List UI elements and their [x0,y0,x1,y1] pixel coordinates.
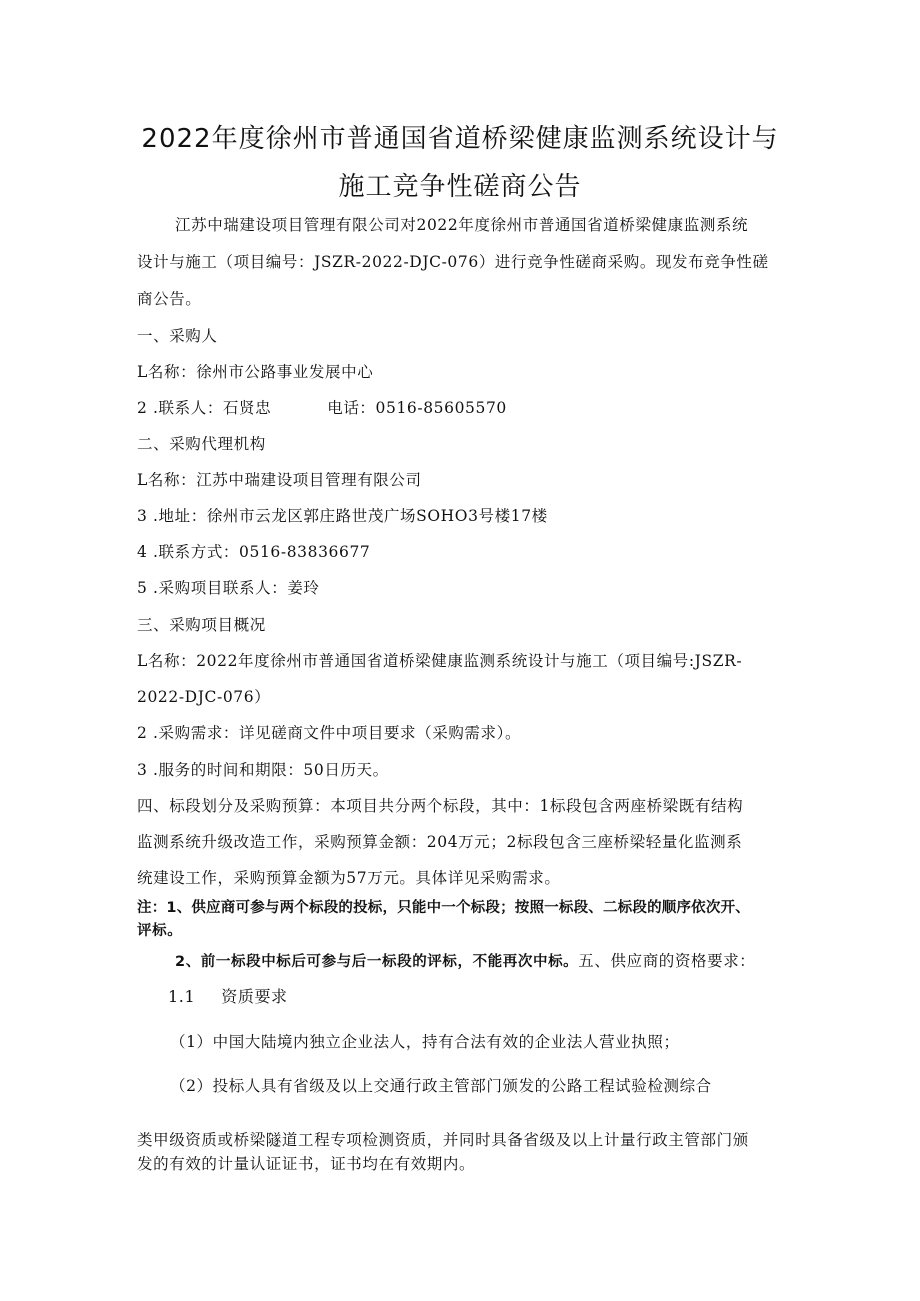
purchaser-contact [137,397,787,419]
section-heading-overview: 三、采购项目概况 [137,616,266,634]
budget-line-1: 四、标段划分及采购预算：本项目共分两个标段，其中：1标段包含两座桥梁既有结构 [137,797,744,815]
overview-name-line-2: 2022-DJC-076） [137,688,271,706]
qualification-subheading [168,986,818,1008]
qualification-req-2: （2）投标人具有省级及以上交通行政主管部门颁发的公路工程试验检测综合 [170,1077,712,1095]
qualification-number: 1.1 [168,987,196,1006]
qualification-req-2-cont-1: 类甲级资质或桥梁隧道工程专项检测资质，并同时具备省级及以上计量行政主管部门颁 [137,1131,749,1149]
note-rule-2: 2、前一标段中标后可参与后一标段的评标，不能再次中标。 [175,954,579,970]
qualification-req-2-cont-2: 发的有效的计量认证证书，证书均在有效期内。 [137,1155,476,1173]
intro-line-1: 江苏中瑞建设项目管理有限公司对2022年度徐州市普通国省道桥梁健康监测系统 [175,216,749,234]
overview-requirement: 2 .采购需求：详见磋商文件中项目要求（采购需求）。 [137,724,522,742]
budget-line-2: 监测系统升级改造工作，采购预算金额：204万元；2标段包含三座桥梁轻量化监测系 [137,833,743,851]
purchaser-name: L名称：徐州市公路事业发展中心 [137,363,374,381]
overview-name-line-1: L名称：2022年度徐州市普通国省道桥梁健康监测系统设计与施工（项目编号:JSZR- [137,652,743,670]
agency-name: L名称：江苏中瑞建设项目管理有限公司 [137,471,422,489]
note-line-2: 评标。 [137,923,183,939]
section-heading-purchaser: 一、采购人 [137,327,218,345]
agency-project-contact: 5 .采购项目联系人：姜玲 [137,579,320,597]
purchaser-contact-person: 2 .联系人：石贤忠 [137,399,272,417]
section-heading-qualification: 五、供应商的资格要求： [578,952,756,970]
intro-line-3: 商公告。 [137,290,202,308]
budget-line-3: 统建设工作，采购预算金额为57万元。具体详见采购需求。 [137,869,561,887]
note-line-1: 注：1、供应商可参与两个标段的投标，只能中一个标段；按照一标段、二标段的顺序依次开、 [137,900,750,916]
purchaser-phone: 电话：0516-85605570 [327,399,507,417]
overview-duration: 3 .服务的时间和期限：50日历天。 [137,761,389,779]
agency-address: 3 .地址：徐州市云龙区郭庄路世茂广场SOHO3号楼17楼 [137,507,548,525]
agency-contact: 4 .联系方式：0516-83836677 [137,543,371,561]
title-line-2: 施工竞争性磋商公告 [338,172,582,202]
note-line-3 [175,950,825,973]
qualification-title: 资质要求 [221,987,288,1006]
section-heading-agency: 二、采购代理机构 [137,435,266,453]
intro-line-2: 设计与施工（项目编号：JSZR-2022-DJC-076）进行竞争性磋商采购。现发布竞争性磋 [137,253,769,271]
title-line-1: 2022年度徐州市普通国省道桥梁健康监测系统设计与 [141,124,779,154]
qualification-req-1: （1）中国大陆境内独立企业法人，持有合法有效的企业法人营业执照； [170,1033,680,1051]
